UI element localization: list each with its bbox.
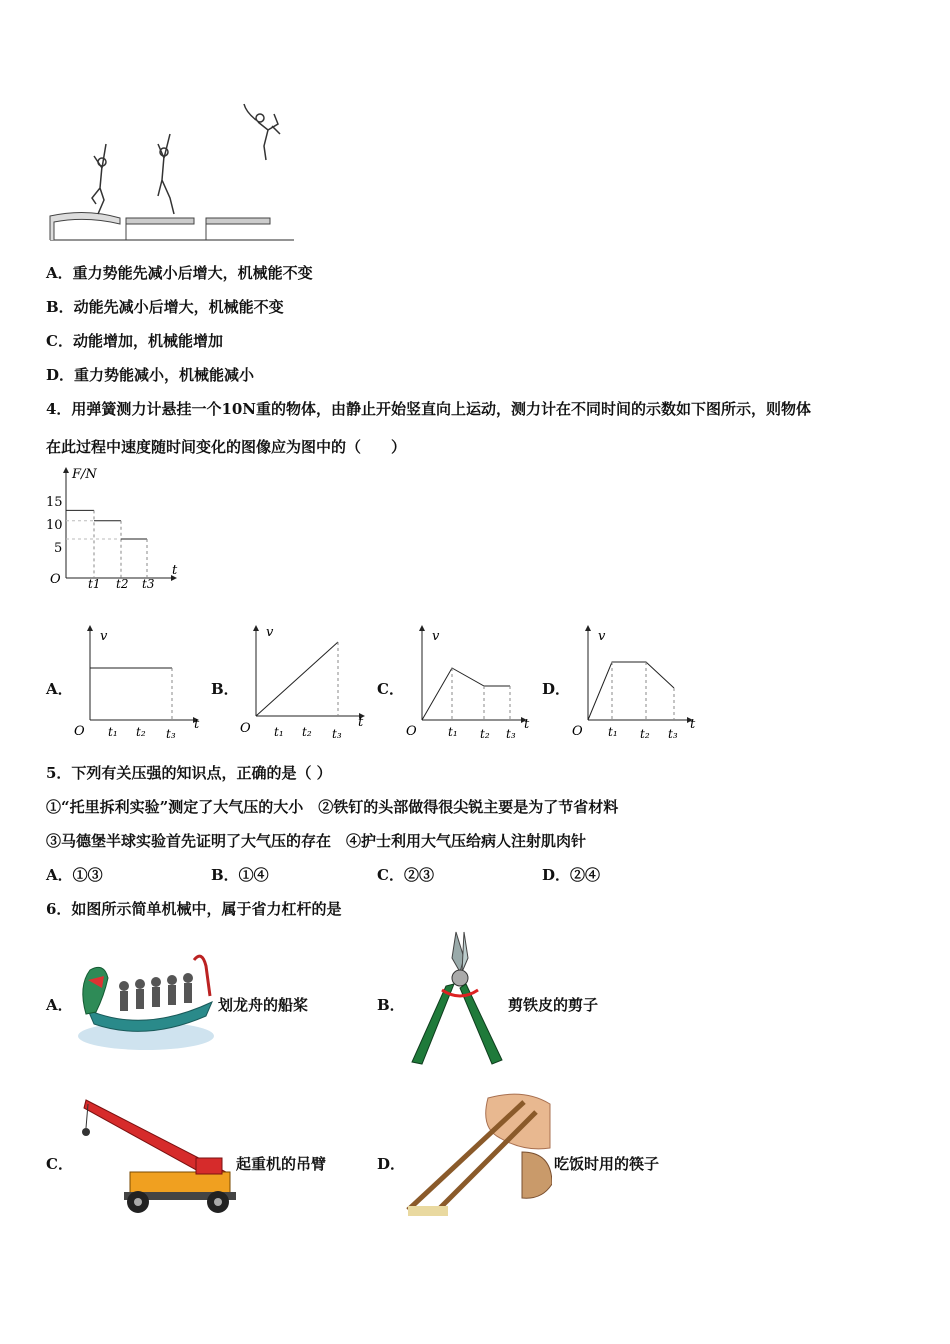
v-label: v xyxy=(266,625,274,640)
q5-option-d: D．②④ xyxy=(542,866,601,884)
q3-option-d: D．重力势能减小，机械能减小 xyxy=(46,366,255,384)
q4-stem-line1: 4．用弹簧测力计悬挂一个10N重的物体，由静止开始竖直向上运动，测力计在不同时间的示数如下图所示，则物体 xyxy=(46,400,812,418)
q5-option-b: B．①④ xyxy=(211,866,269,884)
chopsticks-image xyxy=(404,1088,552,1220)
t-label: t xyxy=(690,717,696,732)
v-label: v xyxy=(100,629,108,644)
force-time-chart xyxy=(46,462,196,592)
dragon-boat-image xyxy=(74,936,216,1058)
vt-curve xyxy=(256,642,338,716)
t-label: t xyxy=(524,717,530,732)
y-tick-5: 5 xyxy=(54,541,63,556)
q5-statements-1: ①“托里拆利实验”测定了大气压的大小 ②铁钉的头部做得很尖锐主要是为了节省材料 xyxy=(46,798,619,816)
svg-text:t₃: t₃ xyxy=(668,727,678,741)
q4-option-b-label: B． xyxy=(211,680,239,698)
svg-text:t₂: t₂ xyxy=(302,725,312,739)
q6-stem: 6．如图所示简单机械中，属于省力杠杆的是 xyxy=(46,900,342,918)
vt-graph-c xyxy=(402,620,542,745)
x-tick-t3: t3 xyxy=(142,577,155,591)
q5-option-c: C．②③ xyxy=(377,866,434,884)
origin-label: O xyxy=(50,572,61,587)
q5-statements-2: ③马德堡半球实验首先证明了大气压的存在 ④护士利用大气压给病人注射肌肉针 xyxy=(46,832,587,850)
t-label: t xyxy=(358,715,364,730)
origin-label: O xyxy=(406,724,417,739)
q5-option-a: A．①③ xyxy=(46,866,103,884)
vt-curve xyxy=(90,668,172,720)
svg-text:t₁: t₁ xyxy=(274,725,284,739)
svg-text:t₃: t₃ xyxy=(332,727,342,741)
v-label: v xyxy=(432,629,440,644)
q4-option-c-label: C． xyxy=(377,680,404,698)
vt-graph-b xyxy=(236,620,376,745)
vt-graph-a xyxy=(70,620,210,745)
vt-curve xyxy=(422,668,510,720)
svg-text:t₂: t₂ xyxy=(136,725,146,739)
q6-option-d-letter: D． xyxy=(377,1155,406,1173)
origin-label: O xyxy=(572,724,583,739)
x-tick-t2: t2 xyxy=(116,577,129,591)
vt-curve xyxy=(588,662,674,720)
origin-label: O xyxy=(74,724,85,739)
tin-snips-image xyxy=(402,928,508,1068)
svg-text:t₃: t₃ xyxy=(166,727,176,741)
svg-text:t₁: t₁ xyxy=(608,725,618,739)
q3-option-b: B．动能先减小后增大，机械能不变 xyxy=(46,298,284,316)
x-axis-label: t xyxy=(172,563,178,578)
y-tick-15: 15 xyxy=(46,495,63,510)
svg-text:t₂: t₂ xyxy=(640,727,650,741)
q4-stem-line2: 在此过程中速度随时间变化的图像应为图中的（ ） xyxy=(46,438,407,456)
v-label: v xyxy=(598,629,606,644)
q4-option-d-label: D． xyxy=(542,680,571,698)
q6-option-d-caption: 吃饭时用的筷子 xyxy=(554,1155,660,1173)
svg-text:t₁: t₁ xyxy=(448,725,458,739)
y-tick-10: 10 xyxy=(46,518,63,533)
t-label: t xyxy=(194,717,200,732)
svg-text:t₃: t₃ xyxy=(506,727,516,741)
vt-graph-d xyxy=(568,620,708,745)
q5-stem: 5．下列有关压强的知识点，正确的是（ ） xyxy=(46,764,332,782)
crane-image xyxy=(76,1088,236,1216)
origin-label: O xyxy=(240,721,251,736)
q6-option-b-caption: 剪铁皮的剪子 xyxy=(508,996,599,1014)
x-tick-t1: t1 xyxy=(88,577,101,591)
svg-text:t₂: t₂ xyxy=(480,727,490,741)
q6-option-a-letter: A． xyxy=(46,996,73,1014)
q4-option-a-label: A． xyxy=(46,680,73,698)
q3-option-a: A．重力势能先减小后增大，机械能不变 xyxy=(46,264,313,282)
q6-option-c-caption: 起重机的吊臂 xyxy=(236,1155,327,1173)
diver-illustration xyxy=(46,100,296,245)
q6-option-c-letter: C． xyxy=(46,1155,73,1173)
q6-option-b-letter: B． xyxy=(377,996,405,1014)
y-axis-label: F/N xyxy=(72,467,97,482)
q6-option-a-caption: 划龙舟的船桨 xyxy=(218,996,309,1014)
q3-option-c: C．动能增加，机械能增加 xyxy=(46,332,223,350)
svg-text:t₁: t₁ xyxy=(108,725,118,739)
